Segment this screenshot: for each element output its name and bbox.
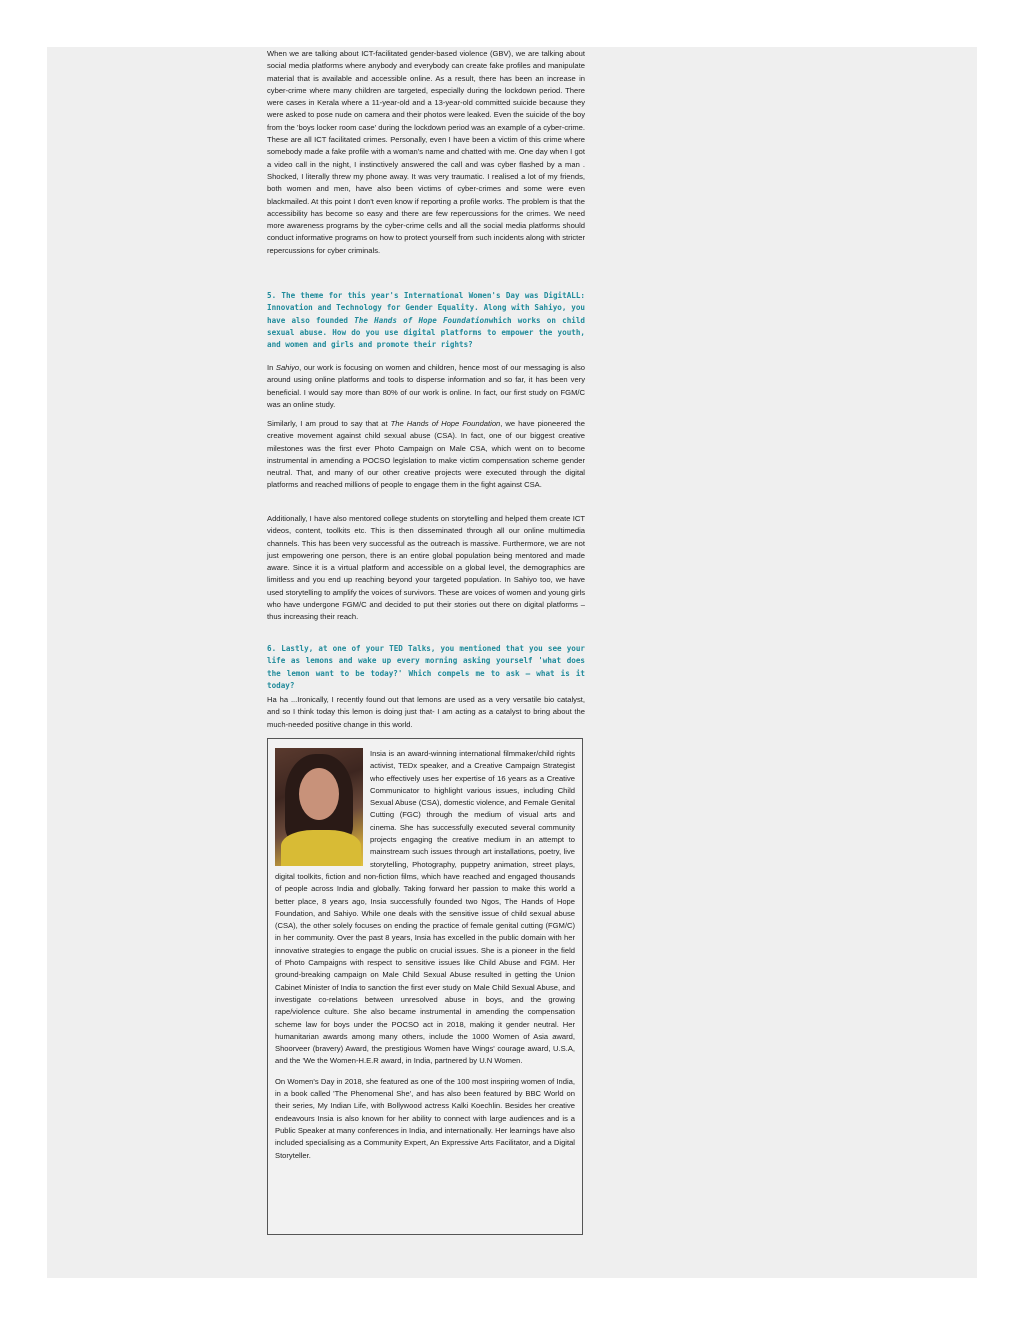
answer-5b-pre: Similarly, I am proud to say that at [267, 419, 391, 428]
answer-5-para-3-text: Additionally, I have also mentored college students on storytelling and helped them create ICT videos, content, toolkits etc. This is then disseminated through all our online multimedia channels. This has been very successful as the outreach is massive. Furthermore, we are not just empowering one person, there is an entire global population being mentored and made aware. Since it is a virtual platform and accessible on a global level, the demographics are limitless and you end up reaching beyond your targeted population. In Sahiyo too, we have used storytelling to amplify the voices of survivors. These are voices of women and young girls who have undergone FGM/C and decided to put their stories out there on digital platforms – thus increasing their reach. [267, 514, 585, 622]
answer-5a-post: , our work is focusing on women and children, hence most of our messaging is also around using online platforms and tools to disperse information and so far, it has been very beneficial. I would say more than 80% of our work is online. In fact, our first study on FGM/C was an online study. [267, 363, 585, 409]
answer-5-para-1-text [267, 362, 585, 411]
question-5-part2: which works on child sexual abuse. How do you use digital platforms to empower the youth, and women and girls and promote their rights? [267, 315, 585, 350]
answer-6-text: Ha ha ...Ironically, I recently found out that lemons are used as a very versatile bio catalyst, and so I think today this lemon is doing just that- I am acting as a catalyst to bring about the much-needed positive change in this world. [267, 695, 585, 729]
answer-5-para-2-text [267, 418, 585, 492]
question-5-part1: 5. The theme for this year's International Women's Day was DigitALL: Innovation and Technology for Gender Equality. Along with Sahiyo, you have also founded [267, 291, 585, 325]
article-column-top [267, 48, 585, 257]
answer-5-para-3 [267, 513, 585, 624]
bio-paragraph-2: On Women's Day in 2018, she featured as one of the 100 most inspiring women of India, in a book called 'The Phenomenal She', and has also been featured by BBC World on their series, My Indian Life, with Bollywood actress Kalki Koechlin. Besides her creative endeavours Insia is also known for her ability to connect with large audiences and is a Public Speaker at many conferences in India, and internationally. Her learnings have also included specialising as a Community Expert, An Expressive Arts Facilitator, and a Digital Storyteller. [275, 1076, 575, 1160]
author-bio-box [267, 738, 583, 1235]
question-6-text: 6. Lastly, at one of your TED Talks, you mentioned that you see your life as lemons and wake up every morning asking yourself 'what does the lemon want to be today?' Which compels me to ask – what is it today? [267, 644, 585, 690]
question-5 [267, 290, 585, 351]
answer-5b-foundation: The Hands of Hope Foundation [390, 419, 501, 428]
question-5-foundation-name: The Hands of Hope Foundation [354, 315, 489, 325]
question-5-text [267, 290, 585, 351]
answer-5-para-2 [267, 418, 585, 492]
answer-6 [267, 694, 585, 731]
answer-5-para-1 [267, 362, 585, 411]
answer-5a-pre: In [267, 363, 276, 372]
answer-5b-post: , we have pioneered the creative movement against child sexual abuse (CSA). In fact, one of our biggest creative milestones was the first ever Photo Campaign on Male CSA, which went on to become instrumental in amending a POCSO legislation to make victim compensation scheme gender neutral. That, and many of our other creative projects were executed through the digital platforms and reached millions of people to engage them in the fight against CSA. [267, 419, 585, 490]
author-photo [275, 748, 363, 866]
answer-5a-sahiyo: Sahiyo [275, 363, 300, 372]
question-6 [267, 643, 585, 692]
paragraph-gbv: When we are talking about ICT-facilitated gender-based violence (GBV), we are talking about social media platforms where anybody and everybody can create fake profiles and manipulate material that is available and accessible online. As a result, there has been an increase in cyber-crime where many children are targeted, especially during the lockdown period. There were cases in Kerala where a 11-year-old and a 13-year-old committed suicide because they were asked to pose nude on camera and their photos were leaked. Even the suicide of the boy from the 'boys locker room case' during the lockdown period was an example of a cyber-crime. These are all ICT facilitated crimes. Personally, even I have been a victim of this crime where somebody made a fake profile with a woman's name and chatted with me. One day when I got a video call in the night, I instinctively answered the call and was cyber flashed by a man . Shocked, I literally threw my phone away. It was very traumatic. I realised a lot of my friends, both women and men, have also been victims of cyber-crimes and some were even blackmailed. At this point I don't even know if reporting a profile works. The problem is that the accessibility has become so easy and there are few repercussions for the crimes. We need more awareness programs by the cyber-crime cells and all the social media platforms should conduct informative programs on how to protect yourself from such incidents along with stricter repercussions for cyber criminals. [267, 49, 585, 255]
bio-paragraph-1: Insia is an award-winning international filmmaker/child rights activist, TEDx speaker, and a Creative Campaign Strategist who effectively uses her expertise of 16 years as a Creative Communicator to highlight various issues, including Child Sexual Abuse (CSA), domestic violence, and Female Genital Cutting (FGC) through the medium of visual arts and cinema. She has successfully executed several community projects engaging the creative medium in an attempt to mainstream such issues through art installations, poetry, live storytelling, Photography, puppetry animation, street plays, digital toolkits, fiction and non-fiction films, which have reached and engaged thousands of people across India and globally. Taking forward her passion to make this world a better place, 8 years ago, Insia successfully founded two Ngos, The Hands of Hope Foundation, and Sahiyo. While one deals with the sensitive issue of child sexual abuse (CSA), the other solely focuses on ending the practice of female genital cutting (FGM/C) in her community. Over the past 8 years, Insia has excelled in the public domain with her innovative strategies to engage the public on crucial issues. She is a pioneer in the field of Photo Campaigns with respect to sensitive issues like Child Abuse and FGM. Her ground-breaking campaign on Male Child Sexual Abuse resulted in getting the Union Cabinet Minister of India to sanction the first ever study on Male Child Sexual Abuse, and investigate co-relations between unresolved abuse in boys, and the growing rape/violence culture. She also became instrumental in amending the compensation scheme law for boys under the POCSO act in 2018, making it gender neutral. Her humanitarian awards among many others, include the 1000 Women of Asia award, Shoorveer (bravery) Award, the prestigious Women have Wings' courage award, U.S.A, and the 'We the Women-H.E.R award, in India, partnered by U.N Women. [275, 749, 575, 1066]
